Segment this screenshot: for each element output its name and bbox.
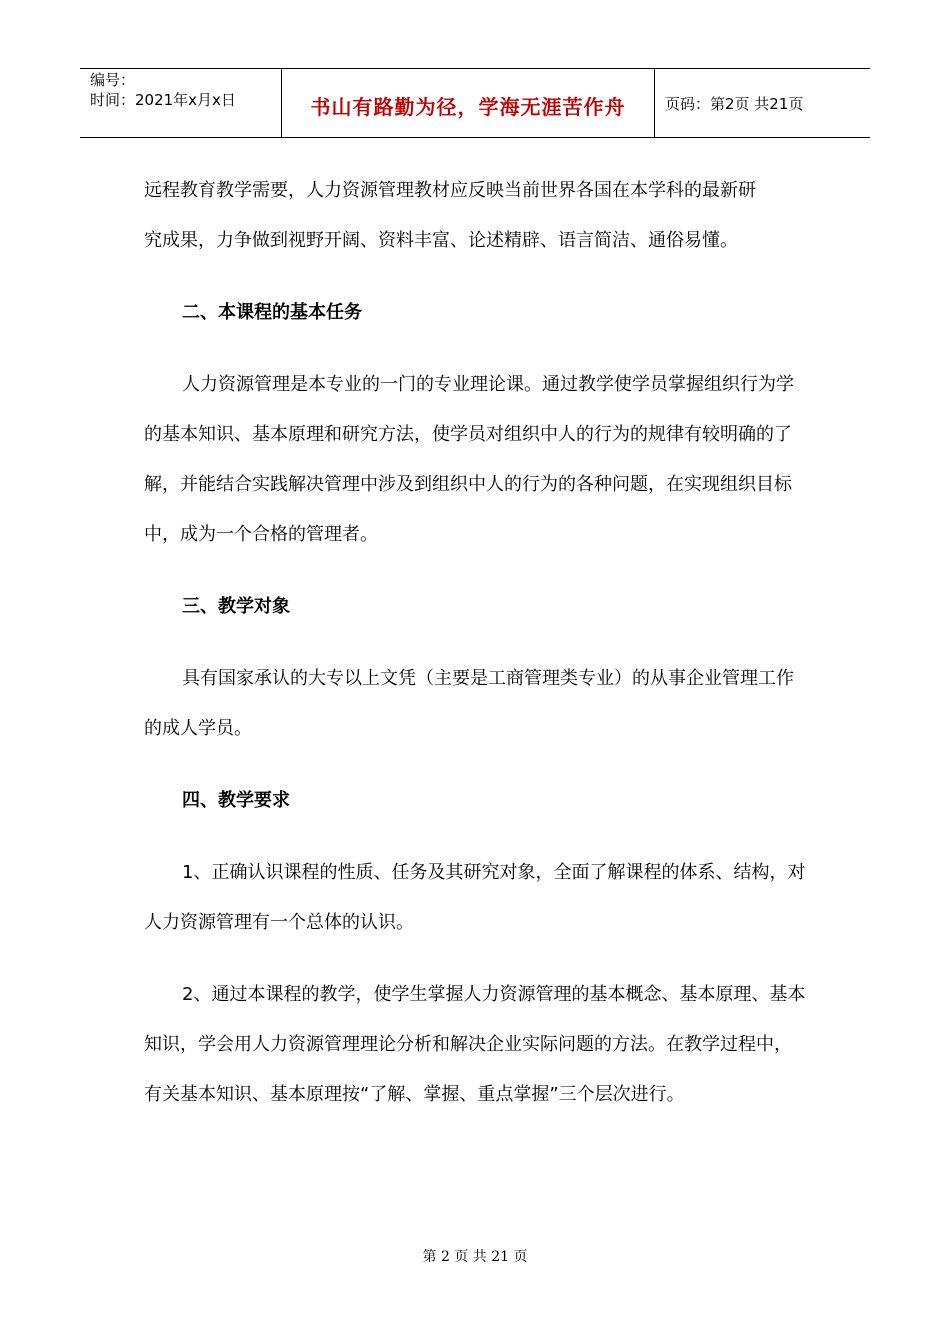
paragraph-tasks: 人力资源管理是本专业的一门的专业理论课。通过教学使学员掌握组织行为学的基本知识、基本原理和研究方法，使学员对组织中人的行为的规律有较明确的了解，并能结合实践解决管理中涉及到组织中人的行为的各种问题，在实现组织目标中，成为一个合格的管理者。 (144, 374, 794, 545)
section-heading-audience: 三、教学对象 (182, 596, 290, 617)
header-page-cell (655, 69, 870, 137)
paragraph-1-line-1: 远程教育教学需要，人力资源管理教材应反映当前世界各国在本学科的最新研 (144, 180, 756, 201)
header-page-code: 页码：第2页 共21页 (665, 95, 804, 113)
paragraph-1-line-2: 究成果，力争做到视野开阔、资料丰富、论述精辟、语言简洁、通俗易懂。 (144, 230, 738, 251)
paragraph-requirement-1: 1、正确认识课程的性质、任务及其研究对象，全面了解课程的体系、结构，对人力资源管理有一个总体的认识。 (144, 862, 806, 933)
paragraph-audience: 具有国家承认的大专以上文凭（主要是工商管理类专业）的从事企业管理工作的成人学员。 (144, 668, 794, 739)
document-body (144, 166, 809, 1120)
header-meta-cell (80, 69, 282, 137)
section-heading-tasks: 二、本课程的基本任务 (182, 302, 362, 323)
header-motto: 书山有路勤为径，学海无涯苦作舟 (310, 95, 626, 119)
document-number-label: 编号： (90, 71, 136, 89)
page-header (80, 68, 870, 138)
section-heading-requirements: 四、教学要求 (182, 790, 290, 811)
page-footer: 第 2 页 共 21 页 (422, 1249, 528, 1265)
document-time-label: 时间：2021年x月x日 (90, 91, 236, 109)
header-motto-cell (282, 69, 655, 137)
paragraph-requirement-2: 2、通过本课程的教学，使学生掌握人力资源管理的基本概念、基本原理、基本知识，学会用人力资源管理理论分析和解决企业实际问题的方法。在教学过程中，有关基本知识、基本原理按“了解、掌握、重点掌握”三个层次进行。 (144, 984, 806, 1105)
